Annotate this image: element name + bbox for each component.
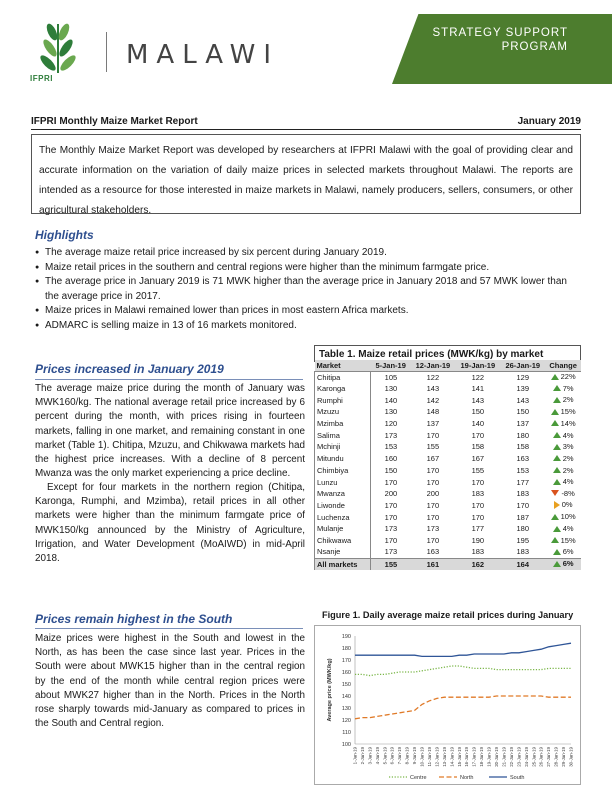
x-tick-label: 20-Jan-19 <box>494 747 500 767</box>
arrow-up-icon <box>551 409 559 415</box>
y-tick-label: 150 <box>341 682 351 688</box>
market-name-cell: Mitundu <box>315 453 371 465</box>
arrow-up-icon <box>551 374 559 380</box>
change-value: 4% <box>562 524 574 534</box>
col-header: 19-Jan-19 <box>455 360 500 371</box>
price-cell: 155 <box>471 465 485 475</box>
price-cell: 120 <box>384 419 398 429</box>
col-header: 26-Jan-19 <box>500 360 545 371</box>
change-cell <box>545 394 581 406</box>
x-tick-label: 27-Jan-19 <box>546 747 552 767</box>
x-tick-label: 6-Jan-19 <box>389 747 395 765</box>
change-value: 15% <box>560 535 576 545</box>
price-cell: 183 <box>471 489 485 499</box>
price-cell: 200 <box>384 489 398 499</box>
y-tick-label: 130 <box>341 706 351 712</box>
table-totals-row <box>315 558 582 570</box>
market-name-cell: Mzimba <box>315 418 371 430</box>
change-value: 3% <box>562 442 574 452</box>
change-value: 6% <box>562 559 574 569</box>
price-cell: 129 <box>516 372 530 382</box>
x-tick-label: 14-Jan-19 <box>449 747 455 767</box>
price-cell: 170 <box>426 430 440 440</box>
header <box>0 0 612 100</box>
x-tick-label: 8-Jan-19 <box>404 747 410 765</box>
change-cell <box>545 476 581 488</box>
table-row <box>315 429 582 441</box>
price-cell: 140 <box>384 395 398 405</box>
price-cell: 173 <box>384 430 398 440</box>
legend-label: Centre <box>410 775 427 781</box>
section1-rule <box>35 379 303 380</box>
price-cell: 173 <box>426 524 440 534</box>
x-tick-label: 19-Jan-19 <box>486 747 492 767</box>
x-tick-label: 12-Jan-19 <box>434 747 440 767</box>
x-tick-label: 30-Jan-19 <box>568 747 574 767</box>
arrow-up-icon <box>553 467 561 473</box>
change-cell <box>545 488 581 500</box>
price-cell: 163 <box>516 454 530 464</box>
arrow-up-icon <box>553 526 561 532</box>
price-cell: 155 <box>426 442 440 452</box>
price-cell: 161 <box>410 558 455 570</box>
change-cell <box>545 383 581 395</box>
change-value: 22% <box>560 372 576 382</box>
price-cell: 139 <box>516 384 530 394</box>
table-row <box>315 394 582 406</box>
price-cell: 170 <box>384 477 398 487</box>
price-cell: 153 <box>516 465 530 475</box>
change-value: 4% <box>562 430 574 440</box>
table-row <box>315 465 582 477</box>
price-cell: 164 <box>500 558 545 570</box>
price-cell: 173 <box>384 547 398 557</box>
price-cell: 130 <box>384 407 398 417</box>
table-row <box>315 511 582 523</box>
col-header: 12-Jan-19 <box>410 360 455 371</box>
price-cell: 170 <box>471 512 485 522</box>
price-cell: 153 <box>384 442 398 452</box>
price-cell: 170 <box>471 477 485 487</box>
market-name-cell: Luchenza <box>315 511 371 523</box>
table-row <box>315 371 582 383</box>
ifpri-logo-icon <box>28 18 88 74</box>
table-row <box>315 406 582 418</box>
price-cell: 143 <box>471 395 485 405</box>
market-name-cell: Lunzu <box>315 476 371 488</box>
change-value: 7% <box>562 383 574 393</box>
section1-paragraph2: Except for four markets in the northern region (Chitipa, Karonga, Rumphi, and Mzimba), retail prices in all other markets were higher than the minimum farmgate price of MWK150/kg announced by the Ministry of Agriculture, Irrigation, and Water Development (MoAIWD) in mid-April 2018. <box>35 482 305 565</box>
change-cell <box>545 429 581 441</box>
table-row <box>315 546 582 558</box>
x-tick-label: 1-Jan-19 <box>352 747 358 765</box>
price-cell: 200 <box>426 489 440 499</box>
col-header: 5-Jan-19 <box>371 360 411 371</box>
table-title: Table 1. Maize retail prices (MWK/kg) by market <box>314 345 581 362</box>
y-tick-label: 120 <box>341 718 351 724</box>
report-title: IFPRI Monthly Maize Market Report <box>31 116 198 127</box>
figure-title: Figure 1. Daily average maize retail prices during January <box>322 610 574 620</box>
change-cell <box>545 406 581 418</box>
price-cell: 187 <box>516 512 530 522</box>
price-cell: 183 <box>516 489 530 499</box>
series-line-centre <box>355 666 571 676</box>
change-cell <box>545 511 581 523</box>
x-tick-label: 11-Jan-19 <box>426 747 432 767</box>
x-tick-label: 28-Jan-19 <box>553 747 559 767</box>
table-row <box>315 383 582 395</box>
x-tick-label: 18-Jan-19 <box>479 747 485 767</box>
price-cell: 180 <box>516 430 530 440</box>
price-cell: 170 <box>384 512 398 522</box>
country-title: MALAWI <box>126 40 280 70</box>
y-tick-label: 100 <box>341 742 351 748</box>
x-tick-label: 25-Jan-19 <box>531 747 537 767</box>
section1-heading: Prices increased in January 2019 <box>35 362 224 376</box>
price-cell: 158 <box>471 442 485 452</box>
change-value: 2% <box>562 395 574 405</box>
price-cell: 180 <box>516 524 530 534</box>
arrow-up-icon <box>553 549 561 555</box>
price-cell: 170 <box>471 500 485 510</box>
x-tick-label: 10-Jan-19 <box>419 747 425 767</box>
price-cell: 148 <box>426 407 440 417</box>
y-tick-label: 170 <box>341 658 351 664</box>
table-row <box>315 476 582 488</box>
price-cell: 170 <box>426 535 440 545</box>
line-chart <box>315 626 582 786</box>
price-cell: 150 <box>384 465 398 475</box>
change-cell <box>545 523 581 535</box>
arrow-up-icon <box>553 455 561 461</box>
market-name-cell: Karonga <box>315 383 371 395</box>
price-cell: 177 <box>471 524 485 534</box>
change-value: 2% <box>562 465 574 475</box>
table-row <box>315 535 582 547</box>
x-tick-label: 9-Jan-19 <box>412 747 418 765</box>
price-cell: 190 <box>471 535 485 545</box>
price-cell: 160 <box>384 454 398 464</box>
x-tick-label: 29-Jan-19 <box>561 747 567 767</box>
market-name-cell: All markets <box>315 558 371 570</box>
price-cell: 130 <box>384 384 398 394</box>
price-cell: 177 <box>516 477 530 487</box>
change-cell <box>545 500 581 512</box>
y-tick-label: 160 <box>341 670 351 676</box>
market-name-cell: Chitipa <box>315 371 371 383</box>
report-date: January 2019 <box>517 116 581 127</box>
price-cell: 142 <box>426 395 440 405</box>
price-cell: 170 <box>426 500 440 510</box>
x-tick-label: 13-Jan-19 <box>441 747 447 767</box>
arrow-up-icon <box>551 537 559 543</box>
change-cell <box>545 418 581 430</box>
price-cell: 170 <box>384 500 398 510</box>
y-axis-label: Average price (MWK/kg) <box>327 658 333 722</box>
y-tick-label: 140 <box>341 694 351 700</box>
x-tick-label: 17-Jan-19 <box>471 747 477 767</box>
price-cell: 137 <box>516 419 530 429</box>
price-cell: 137 <box>426 419 440 429</box>
price-cell: 122 <box>426 372 440 382</box>
market-name-cell: Salima <box>315 429 371 441</box>
change-cell <box>545 371 581 383</box>
series-line-south <box>355 643 571 656</box>
change-value: 14% <box>560 418 576 428</box>
intro-box: The Monthly Maize Market Report was developed by researchers at IFPRI Malawi with the goal of providing clear and accurate information on the variation of daily maize prices in selected markets throughout Malawi. The reports are intended as a resource for those interested in maize markets in Malawi, namely producers, sellers, consumers, or other agricultural stakeholders. <box>31 134 581 214</box>
x-tick-label: 4-Jan-19 <box>374 747 380 765</box>
change-value: -8% <box>561 488 575 498</box>
price-cell: 150 <box>516 407 530 417</box>
change-value: 4% <box>562 477 574 487</box>
market-name-cell: Rumphi <box>315 394 371 406</box>
market-price-table <box>314 360 581 570</box>
x-tick-label: 2-Jan-19 <box>359 747 365 765</box>
market-name-cell: Mchinji <box>315 441 371 453</box>
arrow-up-icon <box>553 444 561 450</box>
price-cell: 122 <box>471 372 485 382</box>
price-cell: 183 <box>516 547 530 557</box>
change-cell <box>545 535 581 547</box>
x-tick-label: 15-Jan-19 <box>456 747 462 767</box>
market-name-cell: Liwonde <box>315 500 371 512</box>
arrow-up-icon <box>551 514 559 520</box>
arrow-up-icon <box>553 479 561 485</box>
price-cell: 173 <box>384 524 398 534</box>
price-cell: 150 <box>471 407 485 417</box>
market-name-cell: Mzuzu <box>315 406 371 418</box>
y-tick-label: 180 <box>341 646 351 652</box>
market-name-cell: Chimbiya <box>315 465 371 477</box>
price-cell: 170 <box>426 477 440 487</box>
price-cell: 158 <box>516 442 530 452</box>
price-cell: 170 <box>426 465 440 475</box>
table-row <box>315 488 582 500</box>
arrow-up-icon <box>553 561 561 567</box>
col-header: Market <box>315 360 371 371</box>
y-tick-label: 190 <box>341 634 351 640</box>
price-cell: 105 <box>384 372 398 382</box>
header-divider <box>106 32 107 72</box>
price-cell: 170 <box>384 535 398 545</box>
table-row <box>315 453 582 465</box>
table-row <box>315 500 582 512</box>
table-header-row <box>315 360 582 371</box>
change-value: 0% <box>561 500 573 510</box>
price-cell: 143 <box>516 395 530 405</box>
col-header: Change <box>545 360 581 371</box>
change-cell <box>545 441 581 453</box>
highlights-list <box>35 246 580 333</box>
change-value: 10% <box>560 512 576 522</box>
section2-paragraph1: Maize prices were highest in the South and lowest in the North, as has been the case since last year. Prices in the South were about MWK15 higher than in the central region by the end of the month while central region prices were about MWK27 higher than in the North. Prices in the North rose sharply towards mid-January as compared to prices in the South and Central region. <box>35 633 305 730</box>
figure-box <box>314 625 581 785</box>
list-item: ● Maize retail prices in the southern and central regions were higher than the minimum farmgate price. <box>35 261 580 276</box>
x-tick-label: 3-Jan-19 <box>367 747 373 765</box>
table-row <box>315 523 582 535</box>
price-cell: 170 <box>516 500 530 510</box>
market-name-cell: Nsanje <box>315 546 371 558</box>
table-row <box>315 418 582 430</box>
price-cell: 163 <box>426 547 440 557</box>
section1-paragraph1: The average maize price during the month of January was MWK160/kg. The national average retail price increased by 6 percent during the month, with prices rising in fourteen markets, falling in one market, and remaining constant in one market (Table 1). Chitipa, Mzuzu, and Chikwawa markets had the highest price increases. With a decline of 8 percent Mwanza was the only market experiencing a price decline. <box>35 383 305 480</box>
legend-label: South <box>510 775 525 781</box>
list-item: ● The average maize retail price increased by six percent during January 2019. <box>35 246 580 261</box>
arrow-up-icon <box>553 397 561 403</box>
arrow-up-icon <box>553 385 561 391</box>
change-value: 2% <box>562 453 574 463</box>
price-cell: 162 <box>455 558 500 570</box>
price-cell: 167 <box>471 454 485 464</box>
highlights-heading: Highlights <box>35 228 94 242</box>
price-cell: 183 <box>471 547 485 557</box>
price-cell: 170 <box>471 430 485 440</box>
arrow-down-icon <box>551 490 559 496</box>
legend-label: North <box>460 775 474 781</box>
table-row <box>315 441 582 453</box>
arrow-up-icon <box>551 420 559 426</box>
arrow-up-icon <box>553 432 561 438</box>
program-label: STRATEGY SUPPORT PROGRAM <box>432 27 568 53</box>
price-cell: 155 <box>371 558 411 570</box>
x-tick-label: 22-Jan-19 <box>508 747 514 767</box>
list-item: ● The average price in January 2019 is 71 MWK higher than the average price in January 2018 and 57 MWK lower than the average price in 2017. <box>35 275 580 304</box>
list-item: ● ADMARC is selling maize in 13 of 16 markets monitored. <box>35 319 580 334</box>
x-tick-label: 21-Jan-19 <box>501 747 507 767</box>
market-name-cell: Mwanza <box>315 488 371 500</box>
market-name-cell: Mulanje <box>315 523 371 535</box>
change-value: 15% <box>560 407 576 417</box>
section2-rule <box>35 628 303 629</box>
market-name-cell: Chikwawa <box>315 535 371 547</box>
change-cell <box>545 453 581 465</box>
change-cell <box>545 546 581 558</box>
x-tick-label: 23-Jan-19 <box>516 747 522 767</box>
price-cell: 195 <box>516 535 530 545</box>
x-tick-label: 5-Jan-19 <box>382 747 388 765</box>
change-cell <box>545 558 581 570</box>
x-tick-label: 7-Jan-19 <box>397 747 403 765</box>
price-cell: 140 <box>471 419 485 429</box>
x-tick-label: 16-Jan-19 <box>464 747 470 767</box>
section2-heading: Prices remain highest in the South <box>35 612 233 626</box>
x-tick-label: 24-Jan-19 <box>523 747 529 767</box>
org-label: IFPRI <box>30 74 53 83</box>
series-line-north <box>355 696 571 719</box>
price-cell: 167 <box>426 454 440 464</box>
price-cell: 170 <box>426 512 440 522</box>
change-value: 6% <box>562 547 574 557</box>
x-tick-label: 26-Jan-19 <box>538 747 544 767</box>
price-cell: 141 <box>471 384 485 394</box>
price-cell: 143 <box>426 384 440 394</box>
y-tick-label: 110 <box>342 730 351 736</box>
list-item: ● Maize prices in Malawi remained lower than prices in most eastern Africa markets. <box>35 304 580 319</box>
report-title-bar <box>31 116 581 130</box>
arrow-right-icon <box>554 501 560 509</box>
change-cell <box>545 465 581 477</box>
